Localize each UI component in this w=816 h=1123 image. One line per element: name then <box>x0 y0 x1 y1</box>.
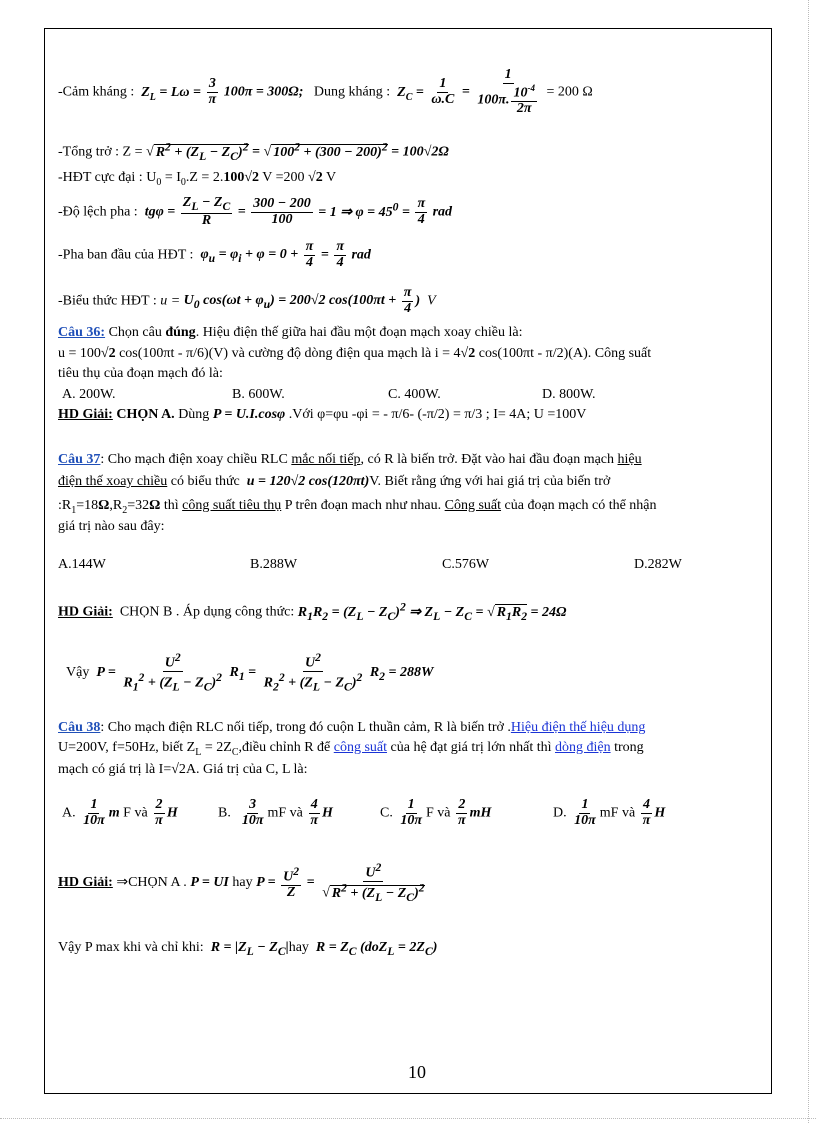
tong-tro-label: -Tổng trở : Z = <box>58 144 143 160</box>
q37-hd-text: CHỌN B . Áp dụng công thức: <box>119 604 295 620</box>
q37-hd-label: HD Giải: <box>58 604 113 620</box>
q38-vay: Vậy P max khi và chỉ khi: $R = |Z_L - Z_C|hay$ $R = Z_C$ $(doZ_L = 2Z_C)$ <box>58 940 438 958</box>
q37-link-cong-suat-tieu-thu[interactable]: công suất tiêu thụ <box>182 498 282 513</box>
q37-t4c: ,R <box>109 498 123 513</box>
pha-ban-dau-line: -Pha ban đầu của HĐT : $\varphi_u = \varphi_i + \varphi = 0$ + $\frac{\pi}{4}$ = $\frac{\pi}{4}$ rad <box>58 239 371 270</box>
q38-t2c: ,điều chỉnh R để <box>238 740 331 755</box>
q36-choice-c: C. 400W. <box>388 387 441 402</box>
hdt-cuc-dai-rest: = I <box>164 170 181 185</box>
q36-hd: HD Giải: CHỌN A. Dùng P = U.I.cosφ .Với φ=φu -φi = - π/6- (-π/2) = π/3 ; I= 4A; U =100V <box>58 407 587 422</box>
q37-choice-d: D.282W <box>634 557 682 572</box>
page-edge-bottom <box>0 1118 816 1119</box>
do-lech-pha-line: -Độ lệch pha : tgφ = $\frac{Z_L - Z_C}{R}$ = $\frac{300 - 200}{100}$ = 1 ⇒ $\varphi = 45^0$ = $\frac{\pi}{4}$ rad <box>58 195 453 229</box>
q37-line3: $:R_1=18\Omega,R_2=32\Omega$ thì công suất tiêu thụ P trên đoạn mach như nhau. Công suất của đoạn mạch có thể nhận <box>58 498 657 516</box>
q38-t2e: trong <box>614 740 644 755</box>
hdt-cuc-dai-label: -HĐT cực đại : U <box>58 170 157 185</box>
q38-vay-hay: hay <box>288 940 309 955</box>
q37-t3: có biểu thức <box>170 474 240 489</box>
q36-hd-text2: .Với φ=φu -φi = - π/6- (-π/2) = π/3 ; I= 4A; U =100V <box>288 407 587 422</box>
q37-hd: HD Giải: CHỌN B . Áp dụng công thức: $R_1R_2 = (Z_L - Z_C)^2$ ⇒ $Z_L - Z_C$ = √ $R_1R_2 = 24\Omega$ <box>58 600 567 623</box>
q38-t3: mạch có giá trị là I= <box>58 762 172 777</box>
hdt-cuc-dai-line: -HĐT cực đại : $U_0 = I_0.Z = 2.100√2$ V =200 √2 V <box>58 170 337 188</box>
q37-vay-label: Vậy <box>66 665 90 681</box>
q36-line2: u = 100√2 cos(100πt - π/6)(V) và cường độ dòng điện qua mạch là i = 4√2 cos(100πt - π/2)(A). Công suất <box>58 346 652 361</box>
q37-link-dien-the[interactable]: điện thế xoay chiều <box>58 474 168 489</box>
q37-t4b: =18 <box>76 498 99 513</box>
q38-hay: hay <box>232 875 253 891</box>
q36-line2c: cos(100πt - π/2)(A). Công suất <box>478 346 652 361</box>
q37-t1: : Cho mạch điện xoay chiều RLC <box>100 452 288 467</box>
q36-line2a: u = 100 <box>58 346 101 361</box>
q36-label[interactable]: Câu 36: <box>58 325 106 340</box>
q37-t4g: của đoạn mạch có thể nhận <box>504 498 657 513</box>
q38-t2d: của hệ đạt giá trị lớn nhất thì <box>390 740 552 755</box>
q36-hd-choice: CHỌN A. <box>116 407 175 422</box>
q38-label[interactable]: Câu 38 <box>58 720 101 735</box>
bieu-thuc-line: -Biểu thức HĐT : $u = U_0$ $\cos(\omega t + \varphi_u) = 200√2$ cos(100πt + $\frac{\pi}{4}$ ) V <box>58 285 436 316</box>
q38-t1: : Cho mạch điện RLC nối tiếp, trong đó cuộn L thuần cảm, R là biến trở . <box>100 720 511 735</box>
q37-vay: Vậy P = $\frac{U^2}{R_1^2 + (Z_L - Z_C)^2}$ $R_1$ = $\frac{U^2}{R_2^2 + (Z_L - Z_C)^2}$ $R_2 = 288W$ <box>66 651 434 694</box>
bieu-thuc-label: -Biểu thức HĐT : <box>58 293 157 309</box>
q37-link-hieu[interactable]: hiệu <box>617 452 642 467</box>
dung-khang-result: = 200 Ω <box>546 84 593 100</box>
q38-line1 <box>58 720 645 736</box>
q36-line2b: cos(100πt - π/6)(V) và cường độ dòng điện qua mạch là i = 4 <box>119 346 461 361</box>
pha-ban-dau-label: -Pha ban đầu của HĐT : <box>58 247 194 263</box>
q37-choice-c: C.576W <box>442 557 490 572</box>
q36-hd-label: HD Giải: <box>58 407 113 422</box>
q36-intro-rest: . Hiệu điện thế giữa hai đầu một đoạn mạch xoay chiều là: <box>195 325 523 340</box>
q38-choice-a: A. $\frac{1}{10\pi}$ m F và $\frac{2}{\pi}$ H <box>62 797 178 828</box>
q37-label[interactable]: Câu 37 <box>58 452 101 467</box>
q38-hd-label: HD Giải: <box>58 875 113 891</box>
cam-khang-label: -Cảm kháng : <box>58 84 135 100</box>
page-number: 10 <box>408 1062 426 1082</box>
q38-choice-d: D. $\frac{1}{10\pi}$ mF và $\frac{4}{\pi}$ H <box>553 797 666 828</box>
q36-intro <box>58 325 522 341</box>
q38-t2b: = 2Z <box>204 740 232 755</box>
q38-t2a: U=200V, f=50Hz, biết Z <box>58 740 196 755</box>
tong-tro-line: -Tổng trở : Z = √ $R^2 + (Z_L - Z_C)^2$ = √ $100^2 + (300 - 200)^2 = 100√2\Omega$ <box>58 140 449 163</box>
q38-link-cong-suat[interactable]: công suất <box>333 740 388 755</box>
q38-choice-c: C. $\frac{1}{10\pi}$ F và $\frac{2}{\pi}$ mH <box>380 797 492 828</box>
q36-choice-a: A. 200W. <box>62 387 116 402</box>
do-lech-pha-label: -Độ lệch pha : <box>58 204 138 220</box>
q36-choice-d: D. 800W. <box>542 387 596 402</box>
q37-link-cong-suat[interactable]: Công suất <box>444 498 502 513</box>
q38-link-hieu-dien-the[interactable]: Hiệu điện thế hiệu dụng <box>510 720 646 735</box>
page-edge-right <box>808 0 809 1123</box>
q37-choice-a: A.144W <box>58 557 106 572</box>
q37-t4e: thì <box>163 498 179 513</box>
q38-hd-text: ⇒CHỌN A . <box>116 875 187 891</box>
q37-link-mac-noi-tiep[interactable]: mắc nối tiếp <box>291 452 361 467</box>
q36-choice-b: B. 600W. <box>232 387 285 402</box>
q38-choice-b: B. $\frac{3}{10\pi}$ mF và $\frac{4}{\pi}$ H <box>218 797 333 828</box>
q36-intro-text: Chọn câu <box>108 325 162 340</box>
q37-t4d: =32 <box>127 498 150 513</box>
q38-line3: mạch có giá trị là I=√2A. Giá trị của C, L là: <box>58 762 308 777</box>
q36-line3: tiêu thụ của đoạn mạch đó là: <box>58 366 223 381</box>
q38-vay-label: Vậy P max khi và chỉ khi: <box>58 940 204 955</box>
q38-line2: U=200V, f=50Hz, biết $Z_L$ = $2Z_C,điều$ chỉnh R để công suất của hệ đạt giá trị lớn nhất thì dòng điện trong <box>58 740 644 758</box>
cam-khang-line: -Cảm kháng : $Z_L = L\omega$ = $\frac{3}{\pi}$ 100π = 300Ω; Dung kháng : $Z_C$ = $\frac{1}{\omega.C}$ = 1 100π. $\frac{10^{-4}}{2\pi}$ = 200 Ω <box>58 67 593 117</box>
q37-choice-b: B.288W <box>250 557 298 572</box>
q37-line1 <box>58 452 642 468</box>
q36-intro-bold: đúng <box>165 325 196 340</box>
q37-t4f: P trên đoạn mach như nhau. <box>284 498 442 513</box>
q37-t2: , có R là biến trở. Đặt vào hai đầu đoạn mạch <box>360 452 615 467</box>
q36-hd-text1: Dùng <box>178 407 210 422</box>
q37-t3b: V. Biết rằng ứng với hai giá trị của biến trở <box>369 474 611 489</box>
q38-hd: HD Giải: ⇒CHỌN A . P = UI hay P = $\frac{U^2}{Z}$ = $\frac{U^2}{√ R^2 + (Z_L - Z_C)^2}$ <box>58 861 425 904</box>
q38-link-dong-dien[interactable]: dòng điện <box>554 740 611 755</box>
q37-line4: giá trị nào sau đây: <box>58 519 165 534</box>
q38-t3b: A. Giá trị của C, L là: <box>185 762 308 777</box>
dung-khang-label: Dung kháng : <box>313 84 391 100</box>
q37-line2: điện thế xoay chiều có biểu thức u = 120√2 cos(120πt)V. Biết rằng ứng với hai giá trị của biến trở <box>58 474 611 489</box>
q37-t4a: :R <box>58 498 72 513</box>
